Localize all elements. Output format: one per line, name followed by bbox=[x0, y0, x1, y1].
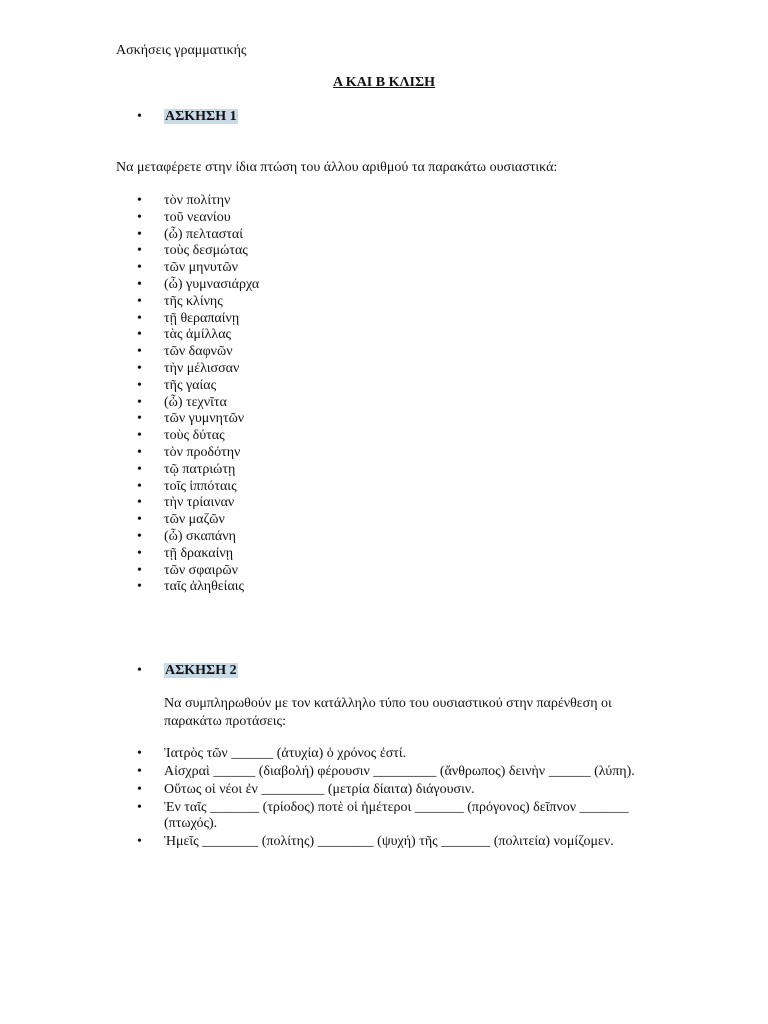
list-item bbox=[137, 378, 259, 395]
bullet: • bbox=[137, 495, 142, 511]
list-item bbox=[137, 344, 259, 361]
list-item-text: τῆς κλίνης bbox=[164, 293, 223, 309]
list-item bbox=[137, 834, 657, 850]
list-item-text: Ἰατρὸς τῶν ______ (ἀτυχία) ὁ χρόνος ἐστί. bbox=[164, 746, 407, 761]
bullet: • bbox=[137, 478, 142, 494]
bullet: • bbox=[137, 444, 142, 460]
list-item bbox=[137, 579, 259, 596]
list-item-text: τῇ θεραπαίνῃ bbox=[164, 310, 240, 326]
bullet: • bbox=[137, 260, 142, 276]
list-item bbox=[137, 512, 259, 529]
list-item bbox=[137, 800, 657, 832]
bullet: • bbox=[137, 310, 142, 326]
list-item-text: τὸν προδότην bbox=[164, 444, 241, 460]
list-item-text: Αἰσχραὶ ______ (διαβολή) φέρουσιν _________ (ἄνθρωπος) δεινὴν ______ (λύπη). bbox=[164, 764, 635, 779]
bullet: • bbox=[137, 428, 142, 444]
exercise1-title: ΑΣΚΗΣΗ 1 bbox=[165, 109, 237, 124]
bullet: • bbox=[137, 800, 142, 815]
list-item bbox=[137, 395, 259, 412]
exercise1-list bbox=[137, 193, 259, 596]
list-item-text: (ὦ) σκαπάνη bbox=[164, 528, 236, 544]
chapter-heading: Α ΚΑΙ Β ΚΛΙΣΗ bbox=[332, 75, 436, 90]
exercise2-instruction: Να συμπληρωθούν με τον κατάλληλο τύπο του ουσιαστικού στην παρένθεση οι παρακάτω προτάσεις: bbox=[164, 696, 612, 729]
exercise2-heading bbox=[137, 663, 238, 679]
list-item-text: τοῖς ἱππόταις bbox=[164, 478, 237, 494]
bullet: • bbox=[137, 764, 142, 779]
list-item bbox=[137, 462, 259, 479]
list-item bbox=[137, 260, 259, 277]
exercise1-heading bbox=[137, 109, 238, 125]
list-item bbox=[137, 311, 259, 328]
bullet: • bbox=[137, 344, 142, 360]
list-item-text: (ὦ) γυμνασιάρχα bbox=[164, 276, 260, 292]
list-item-text: (ὦ) πελτασταί bbox=[164, 226, 244, 242]
list-item-text: τῆς γαίας bbox=[164, 377, 217, 393]
list-item bbox=[137, 361, 259, 378]
bullet: • bbox=[137, 226, 142, 242]
list-item bbox=[137, 210, 259, 227]
bullet: • bbox=[137, 545, 142, 561]
bullet: • bbox=[137, 276, 142, 292]
bullet: • bbox=[137, 528, 142, 544]
list-item-text: Ἡμεῖς ________ (πολίτης) ________ (ψυχή) τῆς _______ (πολιτεία) νομίζομεν. bbox=[164, 834, 614, 849]
bullet: • bbox=[137, 834, 142, 849]
list-item-text: τὰς ἁμίλλας bbox=[164, 327, 232, 343]
bullet: • bbox=[137, 209, 142, 225]
bullet: • bbox=[137, 109, 142, 124]
list-item bbox=[137, 411, 259, 428]
bullet: • bbox=[137, 193, 142, 208]
bullet: • bbox=[137, 411, 142, 427]
list-item bbox=[137, 193, 259, 210]
exercise1-instruction: Να μεταφέρετε στην ίδια πτώση του άλλου αριθμού τα παρακάτω ουσιαστικά: bbox=[116, 160, 558, 175]
list-item-text: τῶν μαζῶν bbox=[164, 512, 225, 528]
list-item bbox=[137, 563, 259, 580]
bullet: • bbox=[137, 663, 142, 678]
list-item bbox=[137, 277, 259, 294]
list-item-text: τοῦ νεανίου bbox=[164, 209, 231, 225]
list-item bbox=[137, 327, 259, 344]
document-title: Ασκήσεις γραμματικής bbox=[116, 43, 247, 58]
list-item-text: τῶν σφαιρῶν bbox=[164, 562, 238, 578]
list-item-text: τῶν μηνυτῶν bbox=[164, 260, 238, 276]
list-item-text: τῷ πατριώτῃ bbox=[164, 461, 236, 477]
list-item bbox=[137, 529, 259, 546]
list-item bbox=[137, 764, 657, 780]
bullet: • bbox=[137, 360, 142, 376]
list-item-text: τῶν δαφνῶν bbox=[164, 344, 233, 360]
list-item-text: τὴν μέλισσαν bbox=[164, 360, 240, 376]
list-item bbox=[137, 479, 259, 496]
list-item-text: τῇ δρακαίνῃ bbox=[164, 545, 234, 561]
bullet: • bbox=[137, 512, 142, 528]
list-item bbox=[137, 294, 259, 311]
bullet: • bbox=[137, 377, 142, 393]
bullet: • bbox=[137, 562, 142, 578]
bullet: • bbox=[137, 243, 142, 259]
list-item bbox=[137, 428, 259, 445]
list-item bbox=[137, 782, 657, 798]
list-item-text: τῶν γυμνητῶν bbox=[164, 411, 245, 427]
bullet: • bbox=[137, 327, 142, 343]
bullet: • bbox=[137, 293, 142, 309]
bullet: • bbox=[137, 746, 142, 761]
list-item-text: Οὕτως οἱ νέοι ἐν _________ (μετρία δίαιτα) διάγουσιν. bbox=[164, 782, 475, 797]
list-item-text: τοὺς δύτας bbox=[164, 428, 225, 444]
list-item bbox=[137, 546, 259, 563]
list-item bbox=[137, 445, 259, 462]
list-item-text: τὸν πολίτην bbox=[164, 193, 231, 208]
list-item-text: τὴν τρίαιναν bbox=[164, 495, 235, 511]
list-item-text: Ἐν ταῖς _______ (τρίοδος) ποτὲ οἱ ἡμέτεροι _______ (πρόγονος) δεῖπνον _______ (πτωχός). bbox=[164, 800, 629, 831]
bullet: • bbox=[137, 579, 142, 595]
bullet: • bbox=[137, 461, 142, 477]
list-item bbox=[137, 746, 657, 762]
list-item-text: (ὦ) τεχνῖτα bbox=[164, 394, 227, 410]
list-item bbox=[137, 495, 259, 512]
exercise2-list bbox=[137, 746, 657, 852]
list-item bbox=[137, 227, 259, 244]
list-item-text: τοὺς δεσμώτας bbox=[164, 243, 248, 259]
exercise2-title: ΑΣΚΗΣΗ 2 bbox=[165, 663, 237, 678]
list-item-text: ταῖς ἀληθείαις bbox=[164, 579, 245, 595]
list-item bbox=[137, 243, 259, 260]
bullet: • bbox=[137, 394, 142, 410]
bullet: • bbox=[137, 782, 142, 797]
